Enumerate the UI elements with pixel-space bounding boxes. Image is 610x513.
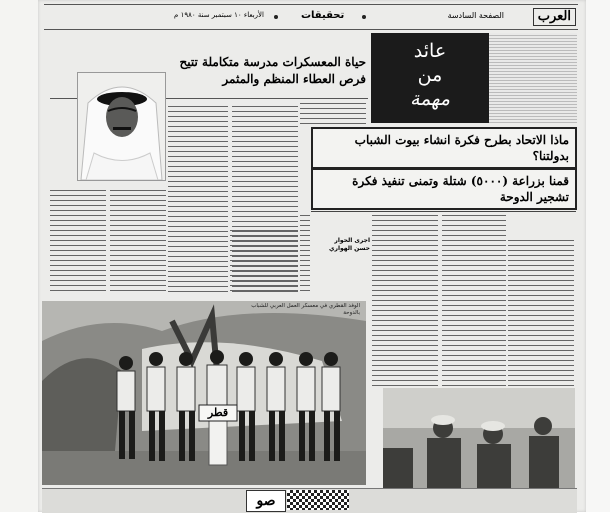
page-margin-right — [586, 0, 610, 512]
text-column — [372, 215, 438, 387]
group-photo — [42, 301, 366, 485]
pullquote-box-1 — [311, 127, 577, 169]
text-column — [110, 190, 166, 294]
portrait-illustration — [78, 73, 165, 180]
group-photo-illustration — [42, 301, 366, 485]
interview-credit — [310, 237, 370, 253]
page-number: الصفحة السادسة — [447, 11, 504, 20]
group-photo-caption: الوفد القطري في معسكر العمل العربي للشباب بالدوحة — [251, 303, 360, 316]
next-article-title: صو — [246, 490, 286, 512]
pullquote-text-2: قمنا بزراعة (٥٠٠٠) شتلة وتمنى تنفيذ فكرة تشجير الدوحة — [352, 174, 569, 204]
text-column — [508, 240, 574, 386]
halftone-panel — [489, 33, 577, 123]
issue-date: الأربعاء ١٠ سبتمبر سنة ١٩٨٠ م — [174, 11, 264, 19]
page-margin-left — [0, 0, 40, 512]
checker-pattern — [287, 490, 349, 510]
feature-title-line: من — [417, 64, 443, 86]
text-column — [50, 190, 106, 294]
section-title: تحقيقات — [301, 10, 345, 21]
feature-title-line: عائد — [413, 40, 447, 62]
main-headline: حياة المعسكرات مدرسة متكاملة تتيح فرص العطاء المنظم والمثمر — [179, 55, 366, 86]
interview-credit-name: حسن الهواري — [329, 245, 370, 252]
page-header — [44, 4, 578, 30]
feature-title-box — [371, 33, 489, 123]
header-dot — [362, 15, 366, 19]
pullquote-box-2 — [311, 168, 577, 210]
header-dot — [274, 15, 278, 19]
text-column — [442, 215, 506, 387]
qatar-sign: قطر — [207, 406, 229, 419]
text-column — [168, 106, 228, 294]
interview-credit-label: اجرى الحوار — [334, 237, 370, 244]
divider-rule — [311, 211, 576, 212]
text-column — [300, 103, 366, 125]
newspaper-brand: العرب — [533, 8, 576, 26]
portrait-photo — [77, 72, 166, 181]
text-column — [230, 230, 298, 294]
pullquote-text-1: ماذا الاتحاد بطرح فكرة انشاء بيوت الشباب بدولتنا؟ — [354, 133, 569, 163]
text-column — [300, 215, 310, 295]
feature-title-line: مهمة — [409, 88, 451, 110]
